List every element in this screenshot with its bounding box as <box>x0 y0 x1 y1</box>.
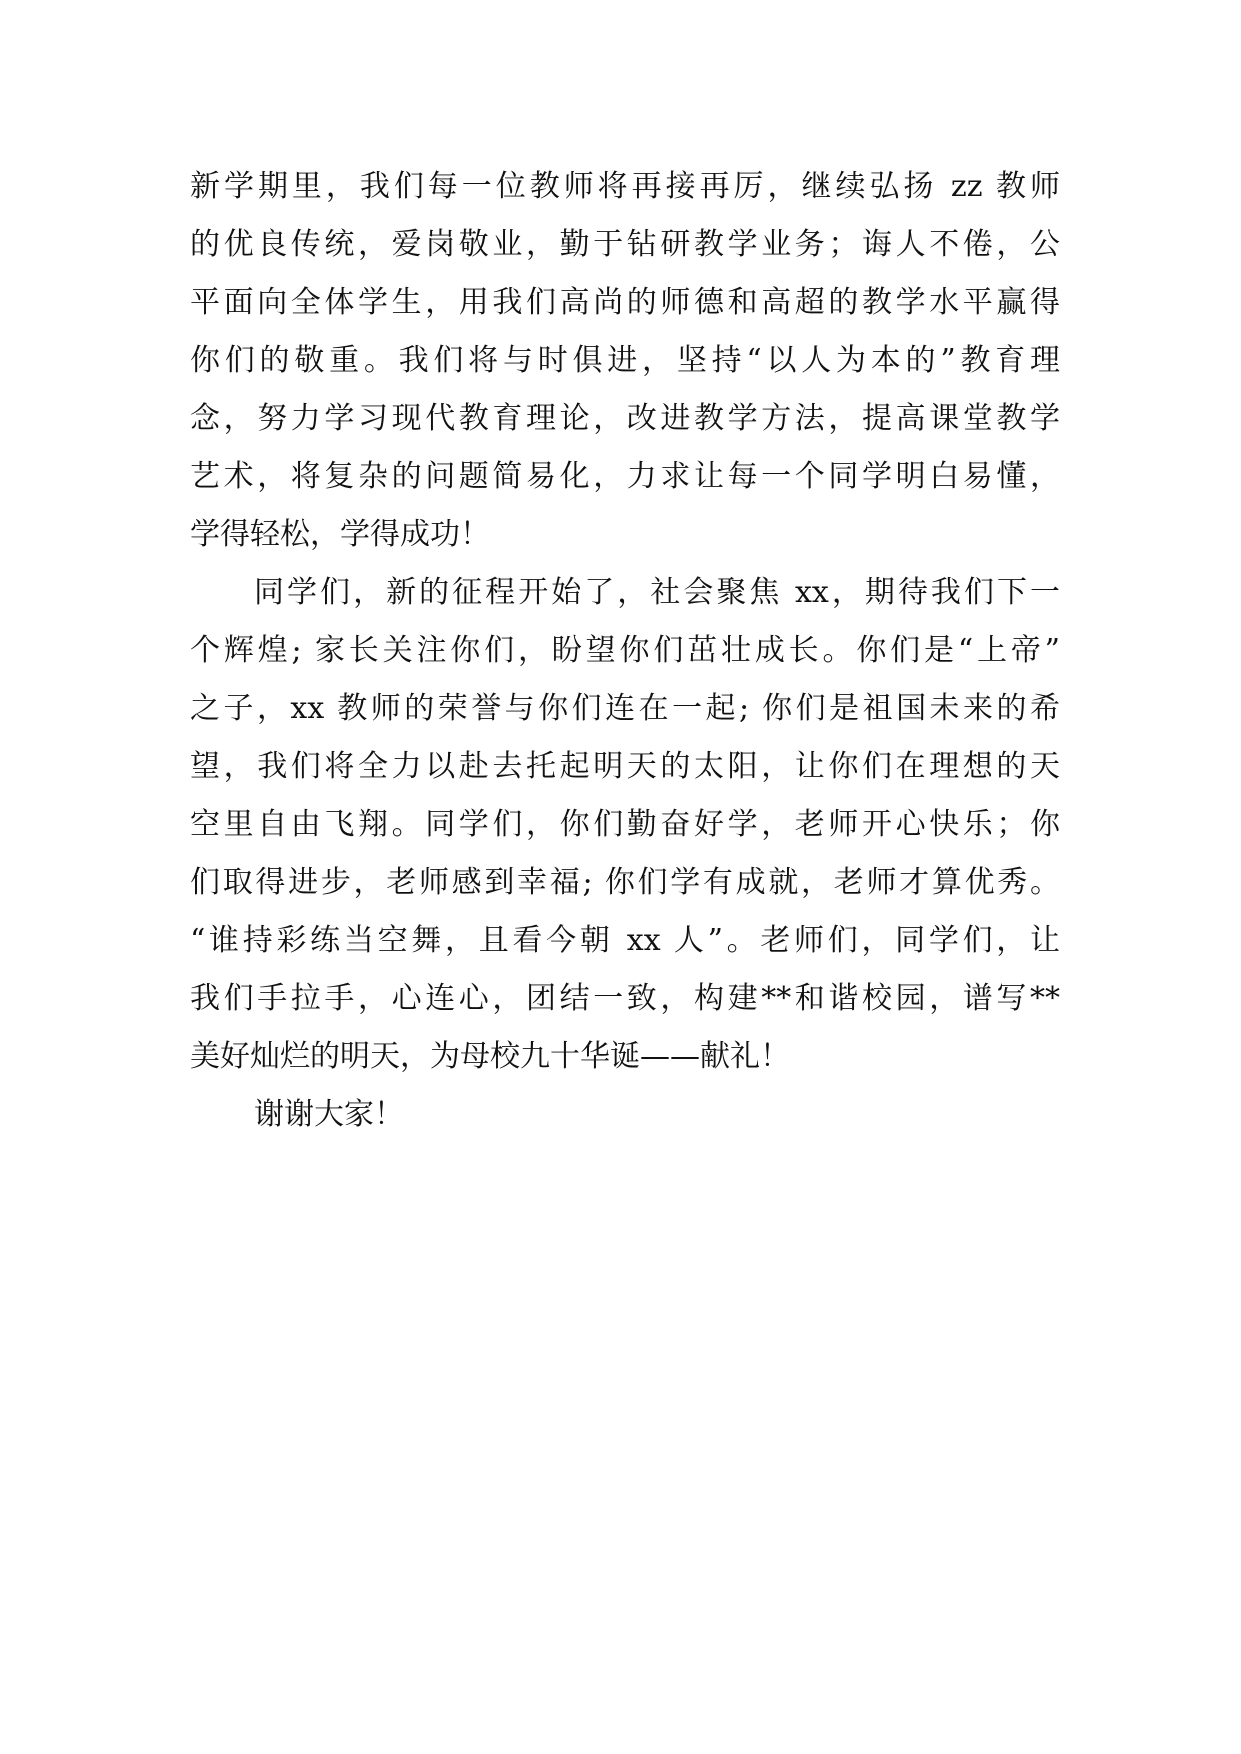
paragraph-line: 念，努力学习现代教育理论，改进教学方法，提高课堂教学 <box>190 401 1060 436</box>
paragraph-line: 美好灿烂的明天，为母校九十华诞——献礼！ <box>190 1039 790 1074</box>
paragraph-3 <box>190 1086 1060 1144</box>
paragraph-line: 谢谢大家！ <box>254 1097 404 1132</box>
paragraph-line: 你们的敬重。我们将与时俱进，坚持“以人为本的”教育理 <box>190 343 1060 378</box>
paragraph-line: 我们手拉手，心连心，团结一致，构建**和谐校园，谱写** <box>190 981 1060 1016</box>
paragraph-line: “谁持彩练当空舞，且看今朝 xx 人”。老师们，同学们，让 <box>190 923 1060 958</box>
paragraph-line: 望，我们将全力以赴去托起明天的太阳，让你们在理想的天 <box>190 749 1060 784</box>
paragraph-2 <box>190 564 1060 1086</box>
paragraph-line: 之子，xx 教师的荣誉与你们连在一起; 你们是祖国未来的希 <box>190 691 1060 726</box>
paragraph-line: 平面向全体学生，用我们高尚的师德和高超的教学水平赢得 <box>190 285 1060 320</box>
document-body <box>190 158 1060 1144</box>
paragraph-1 <box>190 158 1060 564</box>
paragraph-line: 们取得进步，老师感到幸福; 你们学有成就，老师才算优秀。 <box>190 865 1060 900</box>
paragraph-line: 空里自由飞翔。同学们，你们勤奋好学，老师开心快乐；你 <box>190 807 1060 842</box>
paragraph-line: 的优良传统，爱岗敬业，勤于钻研教学业务；诲人不倦，公 <box>190 227 1060 262</box>
paragraph-line: 艺术，将复杂的问题简易化，力求让每一个同学明白易懂， <box>190 459 1060 494</box>
paragraph-line: 学得轻松，学得成功！ <box>190 517 490 552</box>
paragraph-line: 同学们，新的征程开始了，社会聚焦 xx，期待我们下一 <box>254 575 1060 610</box>
paragraph-line: 个辉煌; 家长关注你们，盼望你们茁壮成长。你们是“上帝” <box>190 633 1060 668</box>
paragraph-line: 新学期里，我们每一位教师将再接再厉，继续弘扬 zz 教师 <box>190 169 1060 204</box>
